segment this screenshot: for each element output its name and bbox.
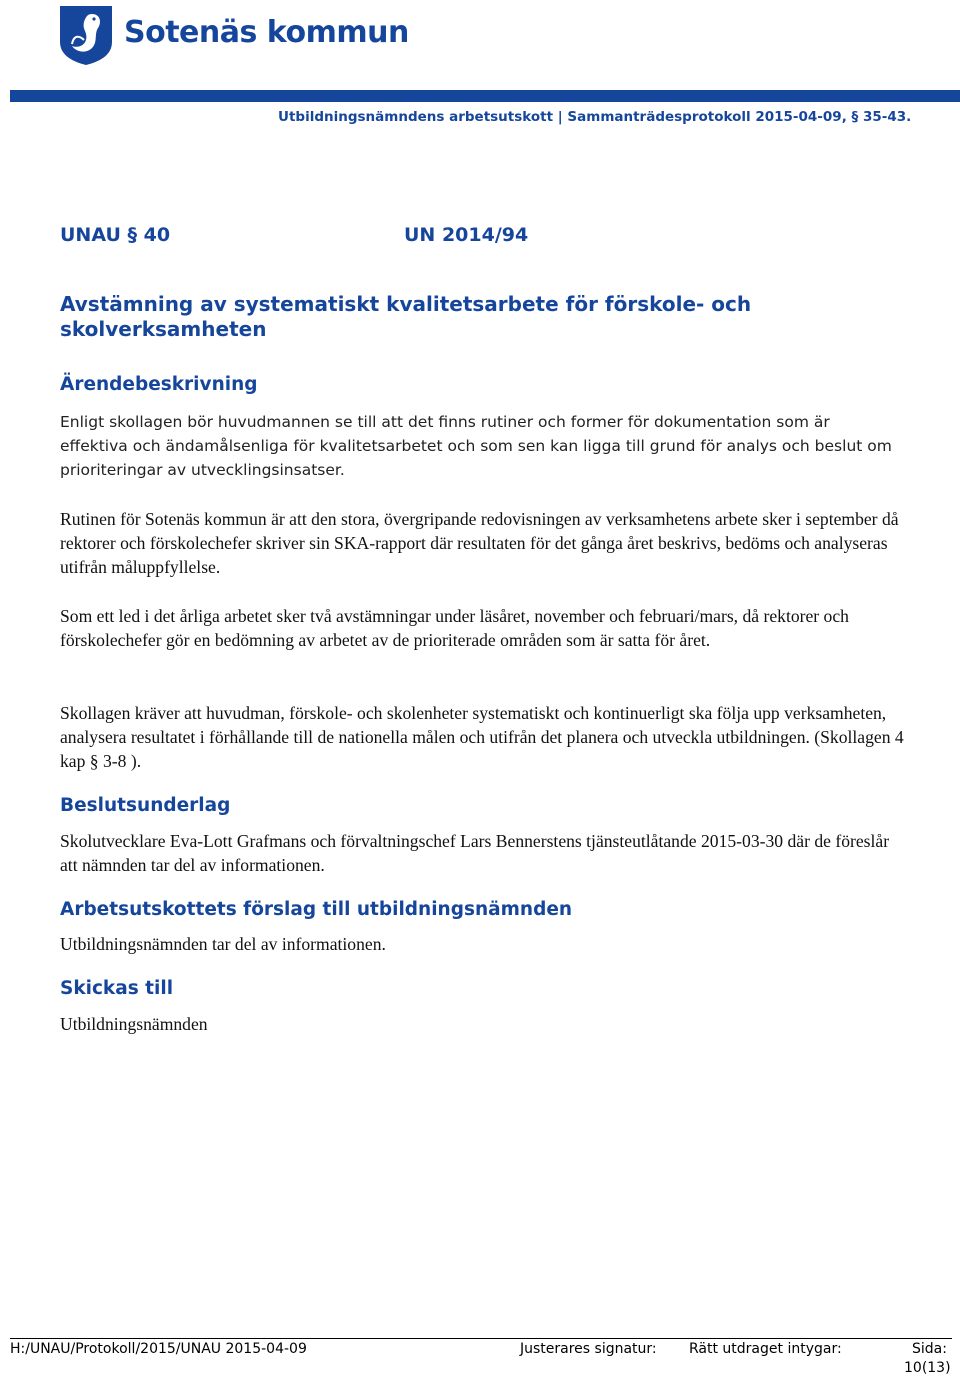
paragraph-beslutsunderlag: Skolutvecklare Eva-Lott Grafmans och förvaltningschef Lars Bennerstens tjänsteutlåtande 2015-03-30 där de föreslår att nämnden tar del av informationen. (60, 831, 890, 875)
paragraph-skollagen: Skollagen kräver att huvudman, förskole- och skolenheter systematiskt och kontinuerligt ska följa upp verksamheten, analysera resultatet i förhållande till de nationella målen och utifrån det planera och utveckla utbildningen. (Skollagen 4 kap § 3-8 ). (60, 703, 904, 771)
document-header: Utbildningsnämndens arbetsutskott | Sammanträdesprotokoll 2015-04-09, § 35-43. (278, 109, 912, 125)
footer-path: H:/UNAU/Protokoll/2015/UNAU 2015-04-09 (10, 1341, 307, 1357)
page-title: Avstämning av systematiskt kvalitetsarbete för förskole- och skolverksamheten (60, 292, 752, 341)
heading-beslutsunderlag: Beslutsunderlag (60, 795, 231, 816)
paragraph-number: UNAU § 40 (60, 224, 171, 246)
heading-forslag: Arbetsutskottets förslag till utbildningsnämnden (60, 899, 573, 920)
paragraph-rutinen: Rutinen för Sotenäs kommun är att den stora, övergripande redovisningen av verksamhetens arbete sker i september då rektorer och förskolechefer skriver sin SKA-rapport där resultaten för det gånga året beskrivs, bedöms och analyseras utifrån måluppfyllelse. (60, 509, 899, 577)
paragraph-forslag: Utbildningsnämnden tar del av informationen. (60, 934, 386, 954)
diary-number: UN 2014/94 (404, 224, 529, 246)
footer-page-label: Sida: (912, 1341, 947, 1357)
heading-skickas-till: Skickas till (60, 978, 174, 999)
footer-excerpt: Rätt utdraget intygar: (689, 1341, 842, 1357)
footer-signature: Justerares signatur: (520, 1341, 657, 1357)
paragraph-skickas-till: Utbildningsnämnden (60, 1014, 208, 1034)
header-rule (10, 90, 960, 102)
heading-arendebeskrivning: Ärendebeskrivning (60, 374, 258, 395)
logo (58, 4, 409, 66)
footer-rule (10, 1338, 952, 1339)
footer-page-number: 10(13) (904, 1360, 951, 1376)
logo-text: Sotenäs kommun (124, 14, 409, 50)
seal-bird-icon (58, 4, 114, 66)
paragraph-avstamningar: Som ett led i det årliga arbetet sker två avstämningar under läsåret, november och februari/mars, då rektorer och förskolechefer gör en bedömning av arbetet av de prioriterade områden som är satta för året. (60, 606, 849, 650)
intro-paragraph: Enligt skollagen bör huvudmannen se till att det finns rutiner och former för dokumentation som är effektiva och ändamålsenliga för kvalitetsarbetet och som sen kan ligga till grund för analys och beslut om prioriteringar av utvecklingsinsatser. (60, 413, 892, 479)
